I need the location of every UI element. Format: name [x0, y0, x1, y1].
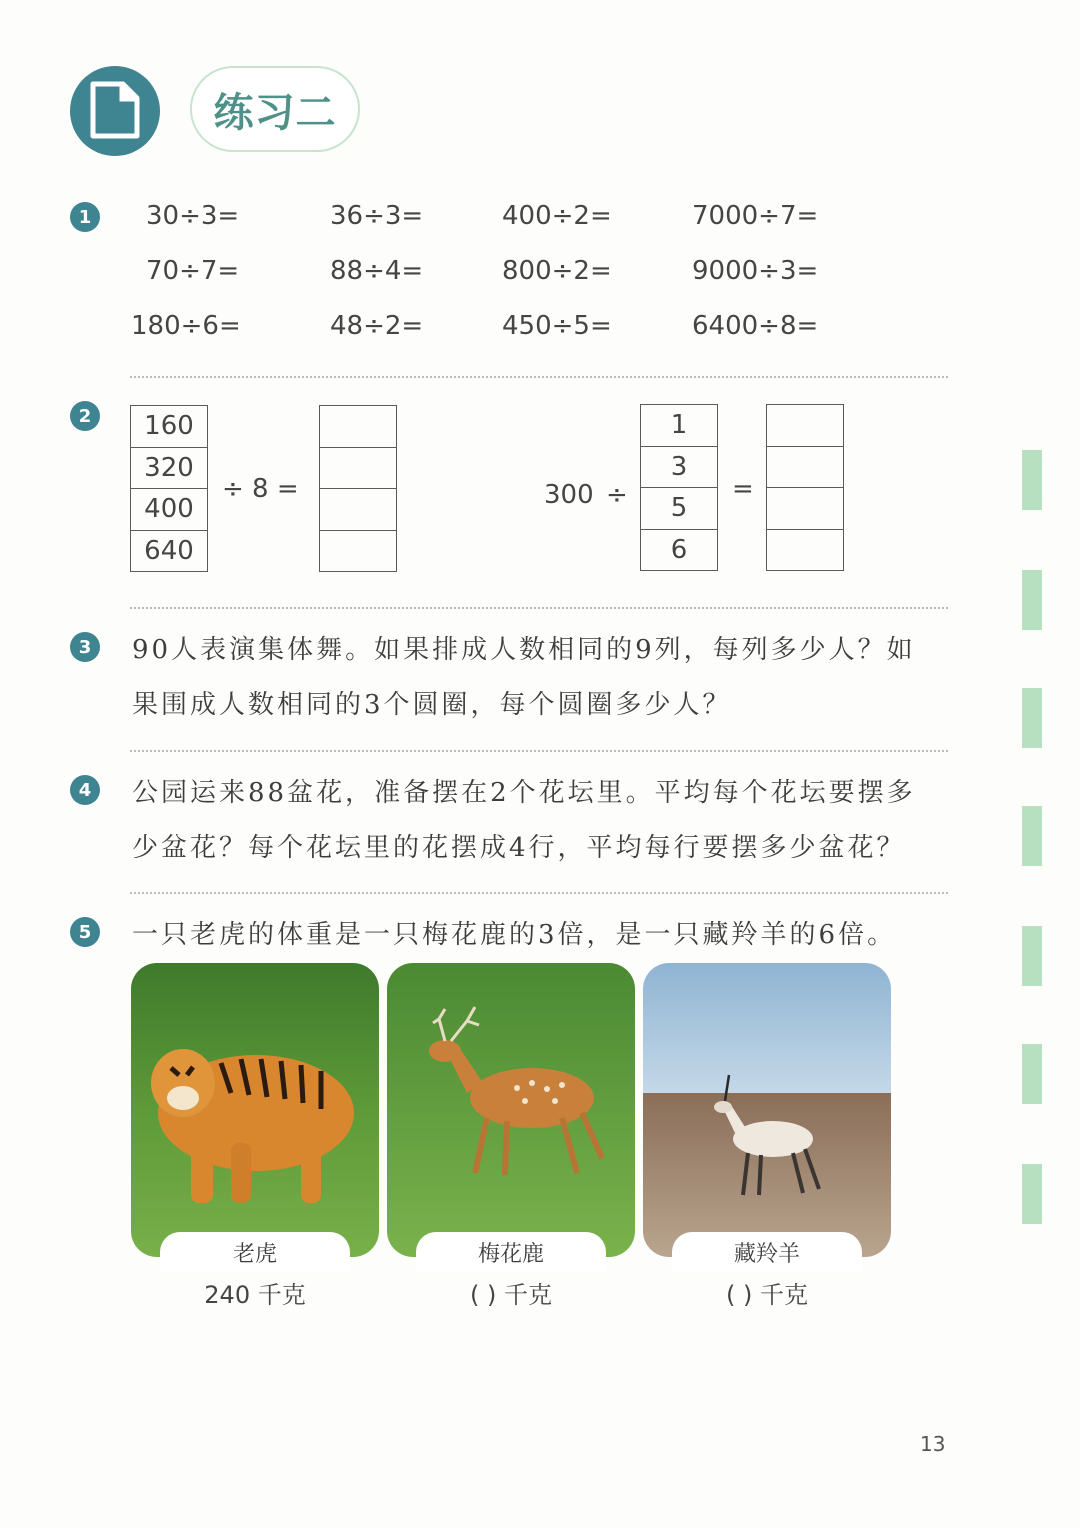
equation: 800÷2= — [502, 256, 612, 286]
problem-3-line-1: 90人表演集体舞。如果排成人数相同的9列，每列多少人？如 — [132, 635, 916, 665]
page-number: 13 — [920, 1432, 946, 1456]
deer-weight[interactable]: ( ) 千克 — [470, 1281, 552, 1309]
side-tab — [1022, 1044, 1042, 1104]
equation: 180÷6= — [131, 311, 241, 341]
equals-sign: = — [732, 474, 754, 504]
tiger-weight: 240 千克 — [204, 1281, 306, 1309]
problem-4-badge: 4 — [70, 775, 100, 805]
dividend-cell: 640 — [144, 535, 194, 566]
problem-4-line-1: 公园运来88盆花，准备摆在2个花坛里。平均每个花坛要摆多 — [132, 778, 916, 808]
answer-box[interactable] — [767, 488, 843, 530]
document-icon — [70, 66, 160, 156]
problem-4-line-2: 少盆花？每个花坛里的花摆成4行，平均每行要摆多少盆花？ — [132, 833, 906, 863]
divider — [130, 376, 948, 378]
equation: 6400÷8= — [692, 311, 819, 341]
dividend-column — [130, 405, 208, 572]
equation: 400÷2= — [502, 201, 612, 231]
tiger-label: 老虎 — [160, 1232, 350, 1272]
side-tab — [1022, 806, 1042, 866]
answer-box[interactable] — [320, 406, 396, 448]
problem-1-badge: 1 — [70, 202, 100, 232]
divider — [130, 892, 948, 894]
side-tab — [1022, 450, 1042, 510]
deer-label: 梅花鹿 — [416, 1232, 606, 1272]
dividend-300: 300 — [544, 480, 594, 510]
antelope-photo — [643, 963, 891, 1257]
equation: 88÷4= — [330, 256, 424, 286]
divisor-column — [640, 404, 718, 571]
operator-divide-8: ÷ 8 = — [222, 474, 299, 504]
problem-2-badge: 2 — [70, 401, 100, 431]
problem-5-badge: 5 — [70, 917, 100, 947]
dividend-cell: 400 — [131, 489, 207, 531]
tiger-photo — [131, 963, 379, 1257]
problem-5-text: 一只老虎的体重是一只梅花鹿的3倍，是一只藏羚羊的6倍。 — [132, 920, 897, 950]
problem-3-badge: 3 — [70, 632, 100, 662]
equation: 450÷5= — [502, 311, 612, 341]
equation: 70÷7= — [146, 256, 240, 286]
divide-sign: ÷ — [606, 480, 628, 510]
equation: 7000÷7= — [692, 201, 819, 231]
dividend-cell: 320 — [131, 448, 207, 490]
divisor-cell: 5 — [641, 488, 717, 530]
divisor-cell: 6 — [670, 534, 688, 565]
side-tab — [1022, 1164, 1042, 1224]
antelope-weight[interactable]: ( ) 千克 — [726, 1281, 808, 1309]
answer-box[interactable] — [767, 405, 843, 447]
divider — [130, 607, 948, 609]
equation: 36÷3= — [330, 201, 424, 231]
answer-box[interactable] — [767, 447, 843, 489]
equation: 48÷2= — [330, 311, 424, 341]
answer-box[interactable] — [767, 530, 843, 571]
divisor-cell: 3 — [641, 447, 717, 489]
equation: 30÷3= — [146, 201, 240, 231]
answer-column[interactable] — [766, 404, 844, 571]
answer-box[interactable] — [320, 489, 396, 531]
side-tab — [1022, 570, 1042, 630]
divider — [130, 750, 948, 752]
side-tab — [1022, 926, 1042, 986]
divisor-cell: 1 — [641, 405, 717, 447]
problem-3-line-2: 果围成人数相同的3个圆圈，每个圆圈多少人？ — [132, 690, 732, 720]
answer-column[interactable] — [319, 405, 397, 572]
side-tab — [1022, 688, 1042, 748]
dividend-cell: 160 — [131, 406, 207, 448]
answer-box[interactable] — [320, 531, 396, 572]
deer-photo — [387, 963, 635, 1257]
equation: 9000÷3= — [692, 256, 819, 286]
section-title: 练习二 — [213, 88, 337, 136]
answer-box[interactable] — [320, 448, 396, 490]
section-title-pill — [190, 66, 360, 152]
antelope-label: 藏羚羊 — [672, 1232, 862, 1272]
